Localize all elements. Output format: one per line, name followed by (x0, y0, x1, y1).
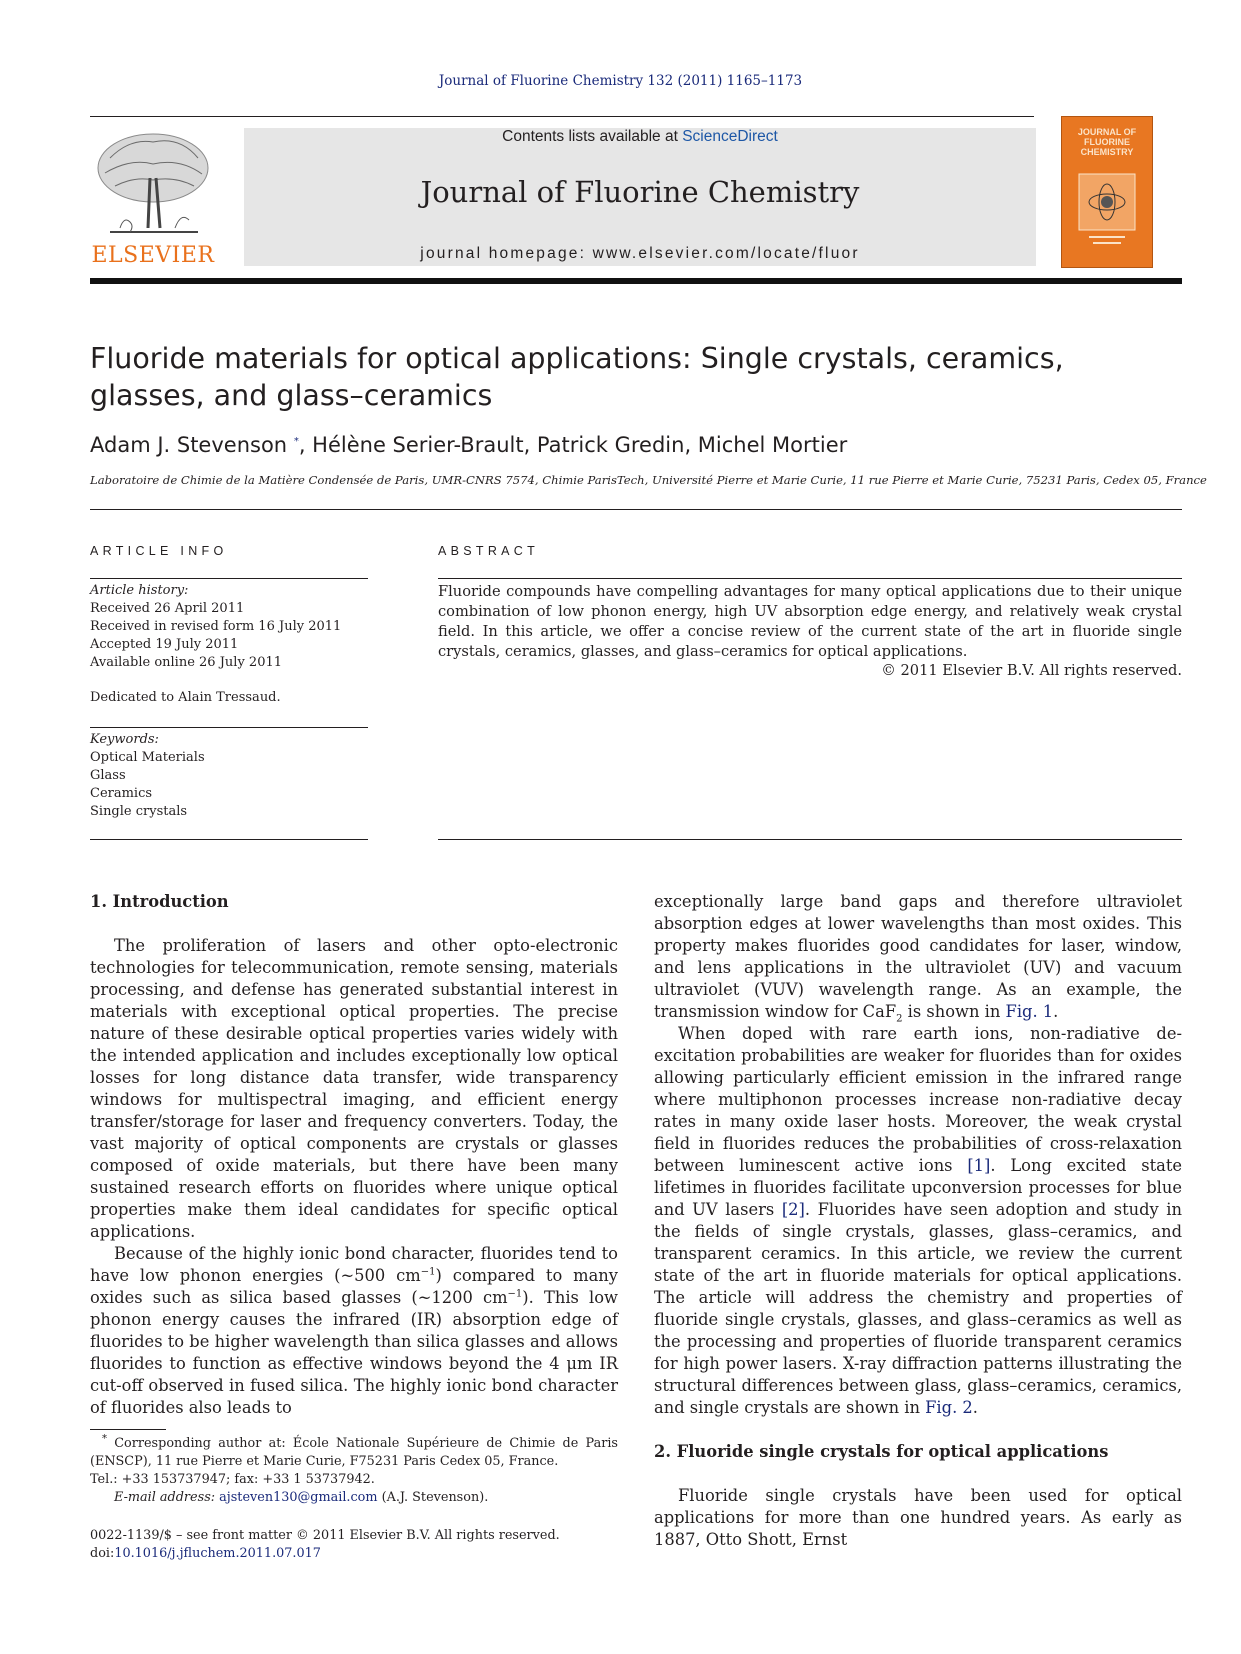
journal-title: Journal of Fluorine Chemistry (420, 175, 860, 209)
accepted-date: Accepted 19 July 2011 (90, 637, 239, 652)
received-date: Received 26 April 2011 (90, 601, 245, 616)
journal-cover[interactable] (1061, 116, 1153, 268)
footnote-rule (90, 1429, 166, 1430)
paragraph: When doped with rare earth ions, non-radiative de-excitation probabilities are weaker for fluorides than for oxides allowing particularly efficient emission in the infrared range where multiphonon processes increase non-radiative decay rates in many oxide laser hosts. Moreover, the weak crystal field in fluorides reduces the probabilities of cross-relaxation between luminescent active ions [1]. Long excited state lifetimes in fluorides facilitate upconversion processes for blue and UV lasers [2]. Fluorides have seen adoption and study in the fields of single crystals, glasses, glass–ceramics, and transparent ceramics. In this article, we review the current state of the art in fluoride materials for optical applications. The article will address the chemistry and properties of fluoride single crystals, glasses, and glass–ceramics as well as the processing and properties of fluoride transparent ceramics for high power lasers. X-ray diffraction patterns illustrating the structural differences between glass, glass–ceramics, ceramics, and single crystals are shown in Fig. 2. (654, 1024, 1182, 1417)
article-title: Fluoride materials for optical applications: Single crystals, ceramics, glasses, and glass–ceramics (90, 342, 1064, 412)
atom-icon (1077, 172, 1137, 252)
journal-reference[interactable]: Journal of Fluorine Chemistry 132 (2011) 1165–1173 (438, 73, 803, 89)
issn-line: 0022-1139/$ – see front matter © 2011 Elsevier B.V. All rights reserved. (90, 1528, 560, 1543)
email-link[interactable]: ajsteven130@gmail.com (219, 1490, 378, 1505)
masthead-rule (90, 278, 1182, 284)
keywords-block (90, 731, 368, 821)
history-label: Article history: (90, 583, 189, 598)
corresponding-author-mark[interactable]: * (293, 436, 299, 447)
abstract-rule-top (438, 578, 1182, 579)
reference-1-link[interactable]: [1] (967, 1156, 991, 1175)
body-left-column (90, 891, 618, 1419)
dedication: Dedicated to Alain Tressaud. (90, 690, 281, 705)
abstract-heading: ABSTRACT (438, 544, 540, 558)
author-1[interactable]: Adam J. Stevenson (90, 433, 288, 457)
paragraph: exceptionally large band gaps and therefore ultraviolet absorption edges at lower wavelengths than most oxides. This property makes fluorides good candidates for laser, window, and lens applications in the ultraviolet (UV) and vacuum ultraviolet (VUV) wavelength range. As an example, the transmission window for CaF$_2$ is shown in Fig. 1. (654, 892, 1182, 1025)
article-info-rule-mid (90, 727, 368, 728)
header-rule (90, 116, 1034, 117)
contents-prefix: Contents lists available at (502, 128, 683, 145)
paragraph: The proliferation of lasers and other opto-electronic technologies for telecommunication, remote sensing, materials processing, and defense has generated substantial interest in materials with exceptional optical properties. The precise nature of these desirable optical properties varies widely with the intended application and includes exceptionally low optical losses for long distance data transfer, wide transparency windows for multispectral imaging, and efficient energy transfer/storage for laser and frequency converters. Today, the vast majority of optical components are crystals or glasses composed of oxide materials, but there have been many sustained research efforts on fluorides where unique optical properties make them ideal candidates for specific optical applications. (90, 936, 618, 1241)
journal-masthead (244, 128, 1036, 266)
elsevier-wordmark: ELSEVIER (91, 243, 215, 268)
title-rule (90, 509, 1182, 510)
section-2-heading: 2. Fluoride single crystals for optical applications (654, 1442, 1109, 1461)
other-authors: , Hélène Serier-Brault, Patrick Gredin, Michel Mortier (298, 433, 848, 457)
revised-date: Received in revised form 16 July 2011 (90, 619, 342, 634)
article-info-rule-bottom (90, 839, 368, 840)
section-1-heading: 1. Introduction (90, 892, 229, 911)
abstract-copyright: © 2011 Elsevier B.V. All rights reserved. (881, 662, 1182, 679)
elsevier-tree-icon (90, 128, 216, 240)
body-right-column (654, 891, 1182, 1551)
footnote: * Corresponding author at: École Nationale Supérieure de Chimie de Paris (ENSCP), 11 rue Pierre et Marie Curie, F75231 Paris Cedex 05, France. Tel.: +33 153737947; fax: +33 1 53737942. E-mail address: ajsteven130@gmail.com (A.J. Stevenson). (90, 1433, 618, 1505)
keyword: Ceramics (90, 786, 153, 801)
keyword: Optical Materials (90, 750, 205, 765)
keywords-label: Keywords: (90, 732, 159, 747)
keyword: Single crystals (90, 804, 188, 819)
journal-homepage[interactable]: journal homepage: www.elsevier.com/locate/fluor (420, 245, 860, 262)
article-info-rule-top (90, 578, 368, 579)
figure-1-link[interactable]: Fig. 1 (1005, 1002, 1054, 1021)
sciencedirect-link[interactable]: ScienceDirect (682, 128, 778, 145)
page-footer: 0022-1139/$ – see front matter © 2011 Elsevier B.V. All rights reserved. doi:10.1016/j.jfluchem.2011.07.017 (90, 1527, 690, 1563)
abstract-rule-bottom (438, 839, 1182, 840)
affiliation: Laboratoire de Chimie de la Matière Condensée de Paris, UMR-CNRS 7574, Chimie ParisTech, Université Pierre et Marie Curie, 11 rue Pierre et Marie Curie, 75231 Paris, Cedex 05, France (90, 473, 1207, 487)
contents-line (244, 128, 1036, 146)
reference-2-link[interactable]: [2] (781, 1200, 805, 1219)
article-history (90, 582, 368, 672)
author-list (90, 433, 847, 457)
keyword: Glass (90, 768, 126, 783)
elsevier-logo (90, 128, 216, 268)
figure-2-link[interactable]: Fig. 2 (925, 1398, 973, 1417)
cover-title: JOURNAL OF FLUORINE CHEMISTRY (1077, 127, 1137, 157)
paragraph: Fluoride single crystals have been used for optical applications for more than one hundred years. As early as 1887, Otto Shott, Ernst (654, 1486, 1182, 1549)
abstract-text: Fluoride compounds have compelling advantages for many optical applications due to their unique combination of low phonon energy, high UV absorption edge energy, and relatively weak crystal field. In this article, we offer a concise review of the current state of the art in fluoride single crystals, ceramics, glasses, and glass–ceramics for optical applications. (438, 583, 1182, 660)
online-date: Available online 26 July 2011 (90, 655, 283, 670)
doi-link[interactable]: 10.1016/j.jfluchem.2011.07.017 (114, 1546, 321, 1561)
paragraph: Because of the highly ionic bond character, fluorides tend to have low phonon energies (~500 $cm^{-1}$) compared to many oxides such as silica based glasses (~1200 $cm^{-1}$). This low phonon energy causes the infrared (IR) absorption edge of fluorides to be higher wavelength than silica glasses and allows fluorides to function as effective windows beyond the 4 μm IR cut-off observed in fused silica. The highly ionic bond character of fluorides also leads to (90, 1244, 618, 1417)
article-info-heading: ARTICLE INFO (90, 544, 228, 558)
